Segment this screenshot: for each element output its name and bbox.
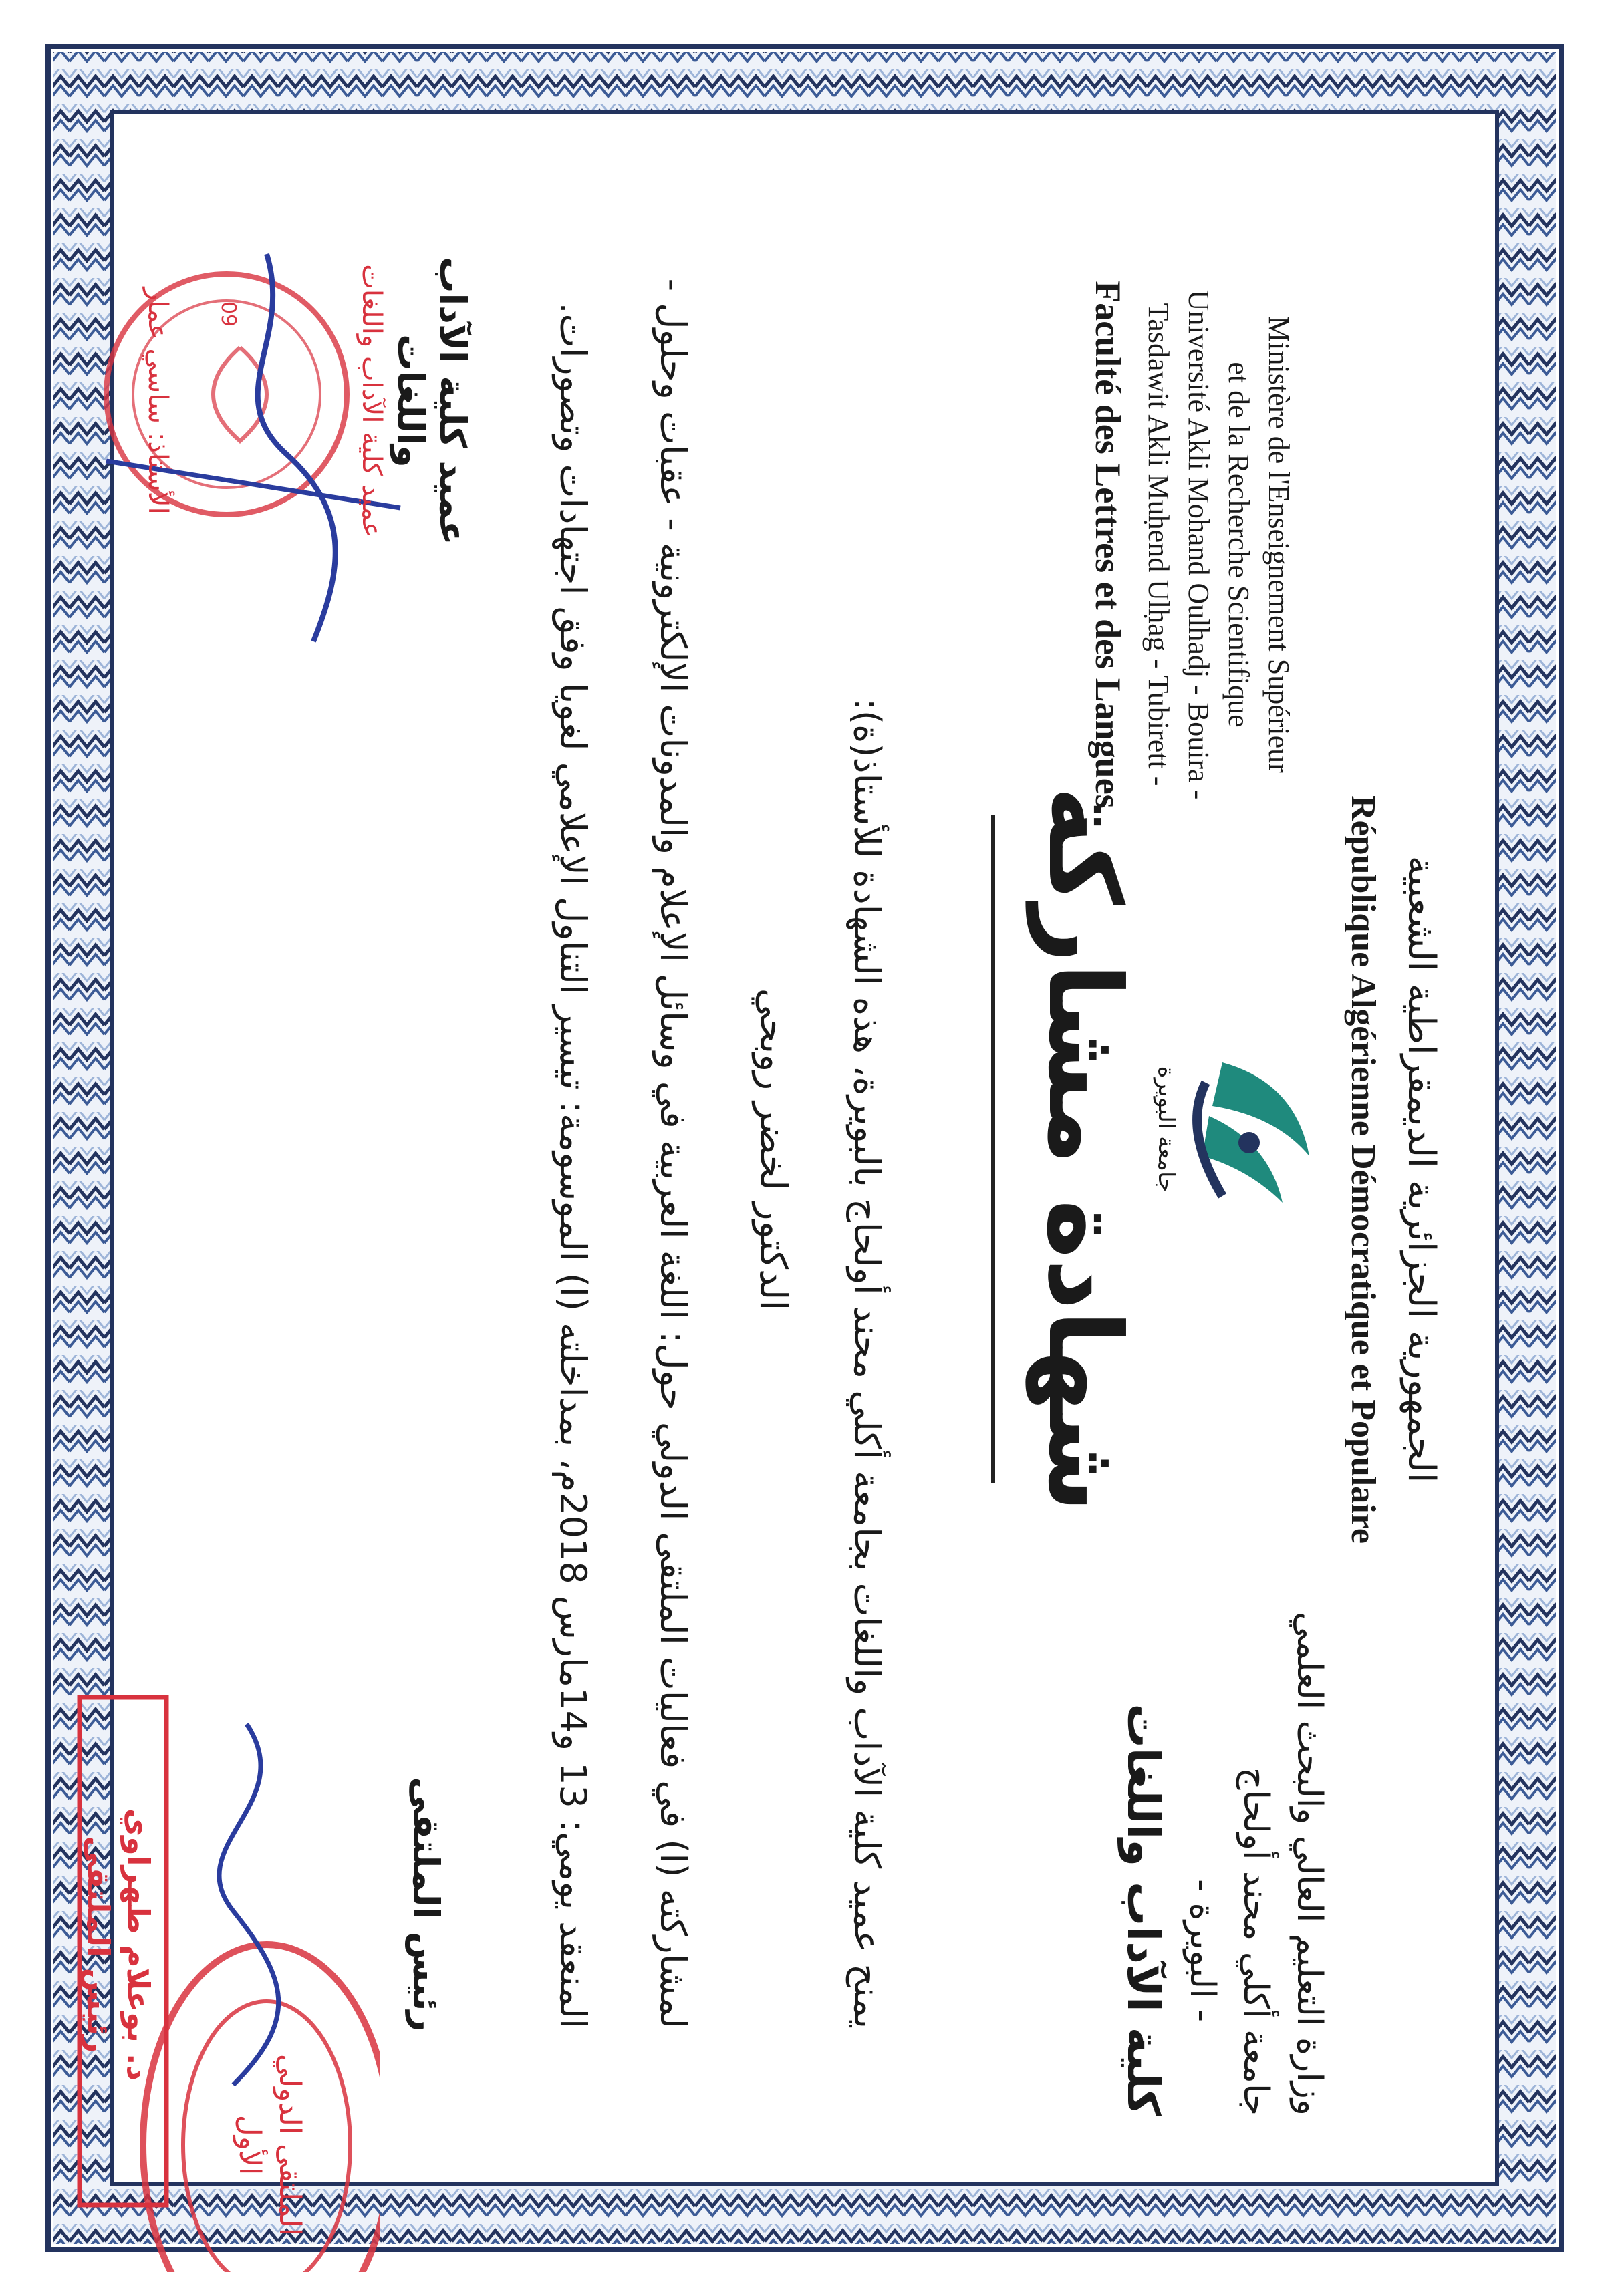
conference-seal-text-1: الملتقى الدولي	[273, 2054, 307, 2236]
body-intro: يمنح عميد كلية الآداب واللغات بجامعة أكلي محند أولحاج بالبويرة، هذه الشهادة للأستاذ(ة):	[846, 698, 888, 2029]
ministry-french-2: et de la Recherche Scientifique	[1222, 362, 1255, 728]
university-french: Université Akli Mohand Oulhadj - Bouira -	[1182, 289, 1215, 800]
ministry-french-1: Ministère de l'Enseignement Supérieur	[1262, 316, 1295, 773]
conference-date-line: المنعقد يومي: 13 و14مارس 2018م، بمداخلته (ا) الموسومة: تيسير التناول الإعلامي لغويا وفق اجتهادات وتصورات.	[552, 302, 594, 2029]
faculty-arabic: كلية الآداب واللغات	[1117, 1703, 1169, 2116]
logo-caption: جامعة البويرة	[1153, 1066, 1180, 1193]
dean-stamp-person: الأستاذ: ساسي عمار	[142, 287, 173, 515]
chair-stamp-title: رئيس الملتقى	[80, 1836, 116, 2053]
university-arabic: جامعة أكلي محند أولحاج	[1236, 1767, 1276, 2116]
republic-arabic: الجمهورية الجزائرية الديمقراطية الشعبية	[1399, 855, 1443, 1483]
faculty-french: Faculté des Lettres et des Langues	[1088, 281, 1128, 809]
participation-line: لمشاركته (ا) في فعاليات الملتقى الدولي حول: اللغة العربية في وسائل الإعلام والمدونات الإلكترونية - عقبات وحلول -	[652, 278, 694, 2029]
university-tamazight: Tasdawit Akli Muḥend Ulḥag - Tubirett -	[1142, 303, 1175, 786]
chair-stamp-name: د. بوعلام طهراوي	[120, 1808, 156, 2082]
certificate-title: شهادة مشاركة	[1026, 786, 1142, 1513]
dean-stamp-name: عميد كلية الآداب واللغات	[356, 264, 387, 538]
ministry-arabic: وزارة التعليم العالي والبحث العلمي	[1289, 1612, 1329, 2116]
dean-label: عميد كلية الآداب واللغات	[390, 257, 474, 545]
conference-seal	[73, 1671, 380, 2272]
dean-seal-number: 09	[217, 301, 240, 327]
title-underline	[991, 815, 995, 1483]
chair-label: رئيس الملتقى	[405, 1777, 447, 2032]
city-arabic: - البويرة -	[1182, 1879, 1222, 2022]
conference-seal-text-2: الأول	[233, 2114, 267, 2176]
recipient-name: الدكتور لخضر روبحي	[751, 988, 795, 1311]
university-logo-icon	[1149, 1042, 1323, 1216]
republic-french: République Algérienne Démocratique et Populaire	[1344, 795, 1382, 1544]
